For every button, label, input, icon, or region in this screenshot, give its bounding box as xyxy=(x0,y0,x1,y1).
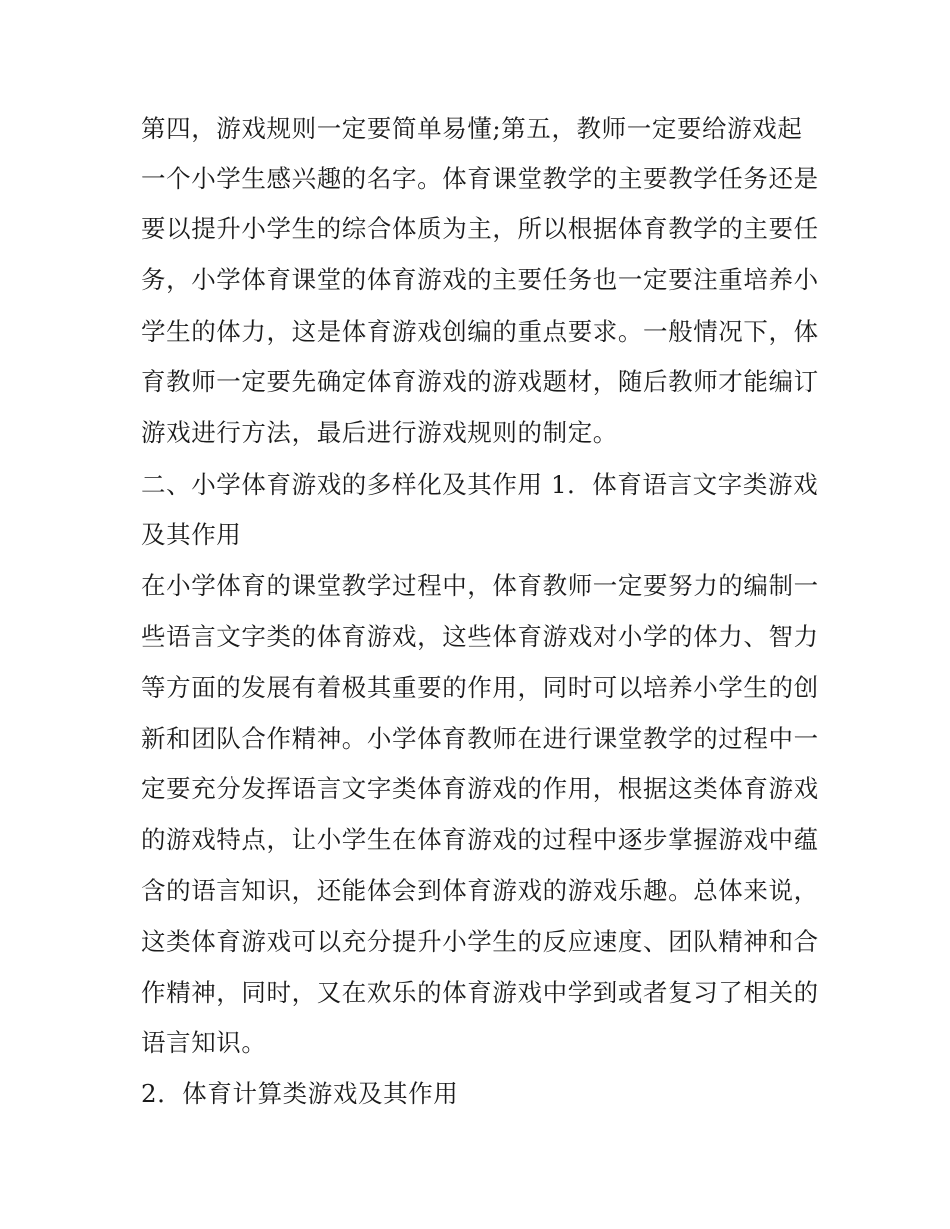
text-line-2: 一个小学生感兴趣的名字。体育课堂教学的主要教学任务还是 xyxy=(141,164,819,193)
text-line-4: 务，小学体育课堂的体育游戏的主要任务也一定要注重培养小 xyxy=(141,265,819,294)
text-line-1: 第四，游戏规则一定要简单易懂;第五，教师一定要给游戏起 xyxy=(141,114,803,143)
text-line-7: 游戏进行方法，最后进行游戏规则的制定。 xyxy=(141,418,618,447)
text-line-6: 育教师一定要先确定体育游戏的游戏题材，随后教师才能编订 xyxy=(141,367,819,396)
text-line-13: 新和团队合作精神。小学体育教师在进行课堂教学的过程中一 xyxy=(141,724,819,753)
text-line-16: 含的语言知识，还能体会到体育游戏的游戏乐趣。总体来说， xyxy=(141,876,819,905)
text-line-11: 些语言文字类的体育游戏，这些体育游戏对小学的体力、智力 xyxy=(141,622,819,651)
text-line-18: 作精神，同时，又在欢乐的体育游戏中学到或者复习了相关的 xyxy=(141,978,819,1007)
subsection-heading-2: 2．体育计算类游戏及其作用 xyxy=(141,1079,459,1108)
section-heading-2: 二、小学体育游戏的多样化及其作用 1．体育语言文字类游戏 xyxy=(141,470,819,499)
text-line-3: 要以提升小学生的综合体质为主，所以根据体育教学的主要任 xyxy=(141,214,819,243)
text-line-19: 语言知识。 xyxy=(141,1028,267,1057)
text-line-10: 在小学体育的课堂教学过程中，体育教师一定要努力的编制一 xyxy=(141,571,819,600)
text-line-12: 等方面的发展有着极其重要的作用，同时可以培养小学生的创 xyxy=(141,673,819,702)
text-line-14: 定要充分发挥语言文字类体育游戏的作用，根据这类体育游戏 xyxy=(141,774,819,803)
text-line-17: 这类体育游戏可以充分提升小学生的反应速度、团队精神和合 xyxy=(141,927,819,956)
text-line-5: 学生的体力，这是体育游戏创编的重点要求。一般情况下，体 xyxy=(141,317,819,346)
section-heading-2-cont: 及其作用 xyxy=(141,520,242,549)
text-line-15: 的游戏特点，让小学生在体育游戏的过程中逐步掌握游戏中蕴 xyxy=(141,825,819,854)
